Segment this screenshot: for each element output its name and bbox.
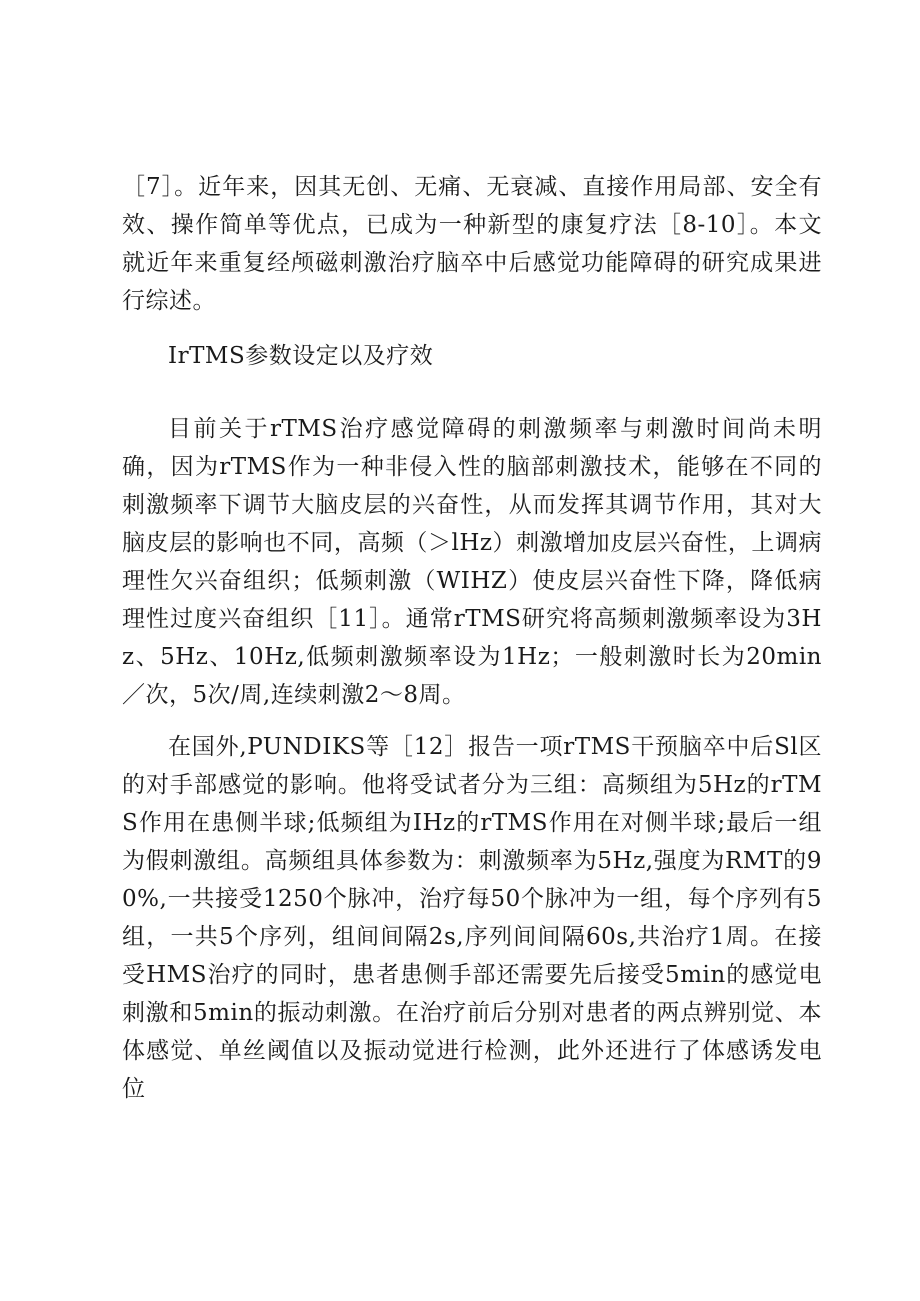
section-heading: IrTMS参数设定以及疗效 <box>168 343 434 369</box>
paragraph-parameters: 目前关于rTMS治疗感觉障碍的刺激频率与刺激时间尚未明确，因为rTMS作为一种非侵入性的脑部刺激技术，能够在不同的刺激频率下调节大脑皮层的兴奋性，从而发挥其调节作用，其对大脑皮层的影响也不同，高频（＞lHz）刺激增加皮层兴奋性，上调病理性欠兴奋组织；低频刺激（WIHZ）使皮层兴奋性下降，降低病理性过度兴奋组织［11］。通常rTMS研究将高频刺激频率设为3Hz、5Hz、10Hz,低频刺激频率设为1Hz；一般刺激时长为20min／次，5次/周,连续刺激2～8周。 <box>122 416 822 708</box>
paragraph-foreign-study: 在国外,PUNDIKS等［12］报告一项rTMS干预脑卒中后Sl区的对手部感觉的影响。他将受试者分为三组：高频组为5Hz的rTMS作用在患侧半球;低频组为IHz的rTMS作用在对侧半球;最后一组为假刺激组。高频组具体参数为：刺激频率为5Hz,强度为RMT的90%,一共接受1250个脉冲，治疗每50个脉冲为一组，每个序列有5组，一共5个序列，组间间隔2s,序列间间隔60s,共治疗1周。在接受HMS治疗的同时，患者患侧手部还需要先后接受5min的感觉电刺激和5min的振动刺激。在治疗前后分别对患者的两点辨别觉、本体感觉、单丝阈值以及振动觉进行检测，此外还进行了体感诱发电位 <box>122 734 822 1102</box>
paragraph-intro-continuation: ［7］。近年来，因其无创、无痛、无衰减、直接作用局部、安全有效、操作简单等优点，已成为一种新型的康复疗法［8-10］。本文就近年来重复经颅磁刺激治疗脑卒中后感觉功能障碍的研究成果进行综述。 <box>122 174 822 314</box>
